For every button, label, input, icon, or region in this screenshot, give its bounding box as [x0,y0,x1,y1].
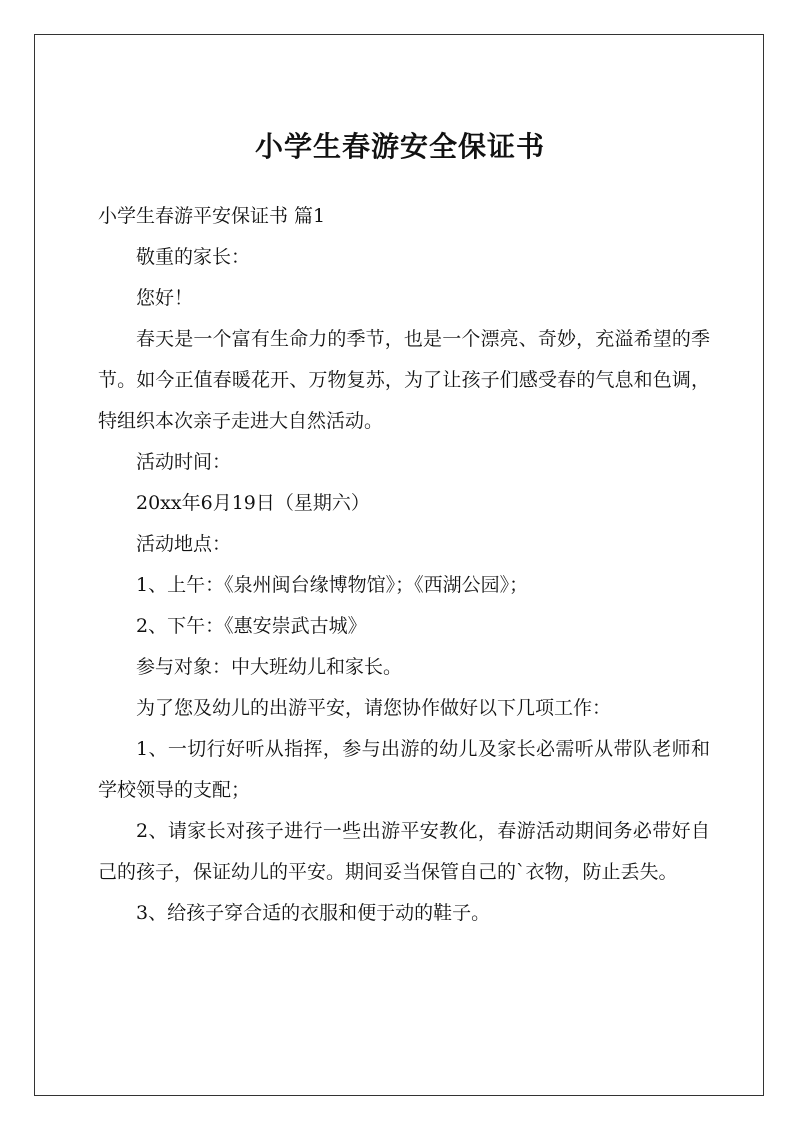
paragraph-rule-1: 1、一切行好听从指挥，参与出游的幼儿及家长必需听从带队老师和学校领导的支配； [98,738,710,801]
paragraph-safety-intro: 为了您及幼儿的出游平安，请您协作做好以下几项工作： [136,697,612,719]
paragraph-place-morning: 1、上午：《泉州闽台缘博物馆》；《西湖公园》； [136,574,529,596]
paragraph-greeting: 敬重的家长： [136,246,251,268]
paragraph-intro: 春天是一个富有生命力的季节，也是一个漂亮、奇妙，充溢希望的季节。如今正值春暖花开、万物复苏，为了让孩子们感受春的气息和色调，特组织本次亲子走进大自然活动。 [98,328,710,432]
paragraph-rule-2: 2、请家长对孩子进行一些出游平安教化，春游活动期间务必带好自己的孩子，保证幼儿的平安。期间妥当保管自己的`衣物，防止丢失。 [98,820,710,883]
paragraph-hello: 您好！ [136,287,194,309]
document-title: 小学生春游安全保证书 [254,130,545,163]
paragraph-place-afternoon: 2、下午：《惠安崇武古城》 [136,615,367,637]
document-subtitle: 小学生春游平安保证书 篇1 [98,205,326,227]
paragraph-time-value: 20xx年6月19日（星期六） [136,492,370,514]
paragraph-participants: 参与对象：中大班幼儿和家长。 [136,656,403,678]
paragraph-rule-3: 3、给孩子穿合适的衣服和便于动的鞋子。 [136,902,491,924]
paragraph-place-label: 活动地点： [136,533,232,555]
document-body [98,196,710,934]
paragraph-time-label: 活动时间： [136,451,232,473]
